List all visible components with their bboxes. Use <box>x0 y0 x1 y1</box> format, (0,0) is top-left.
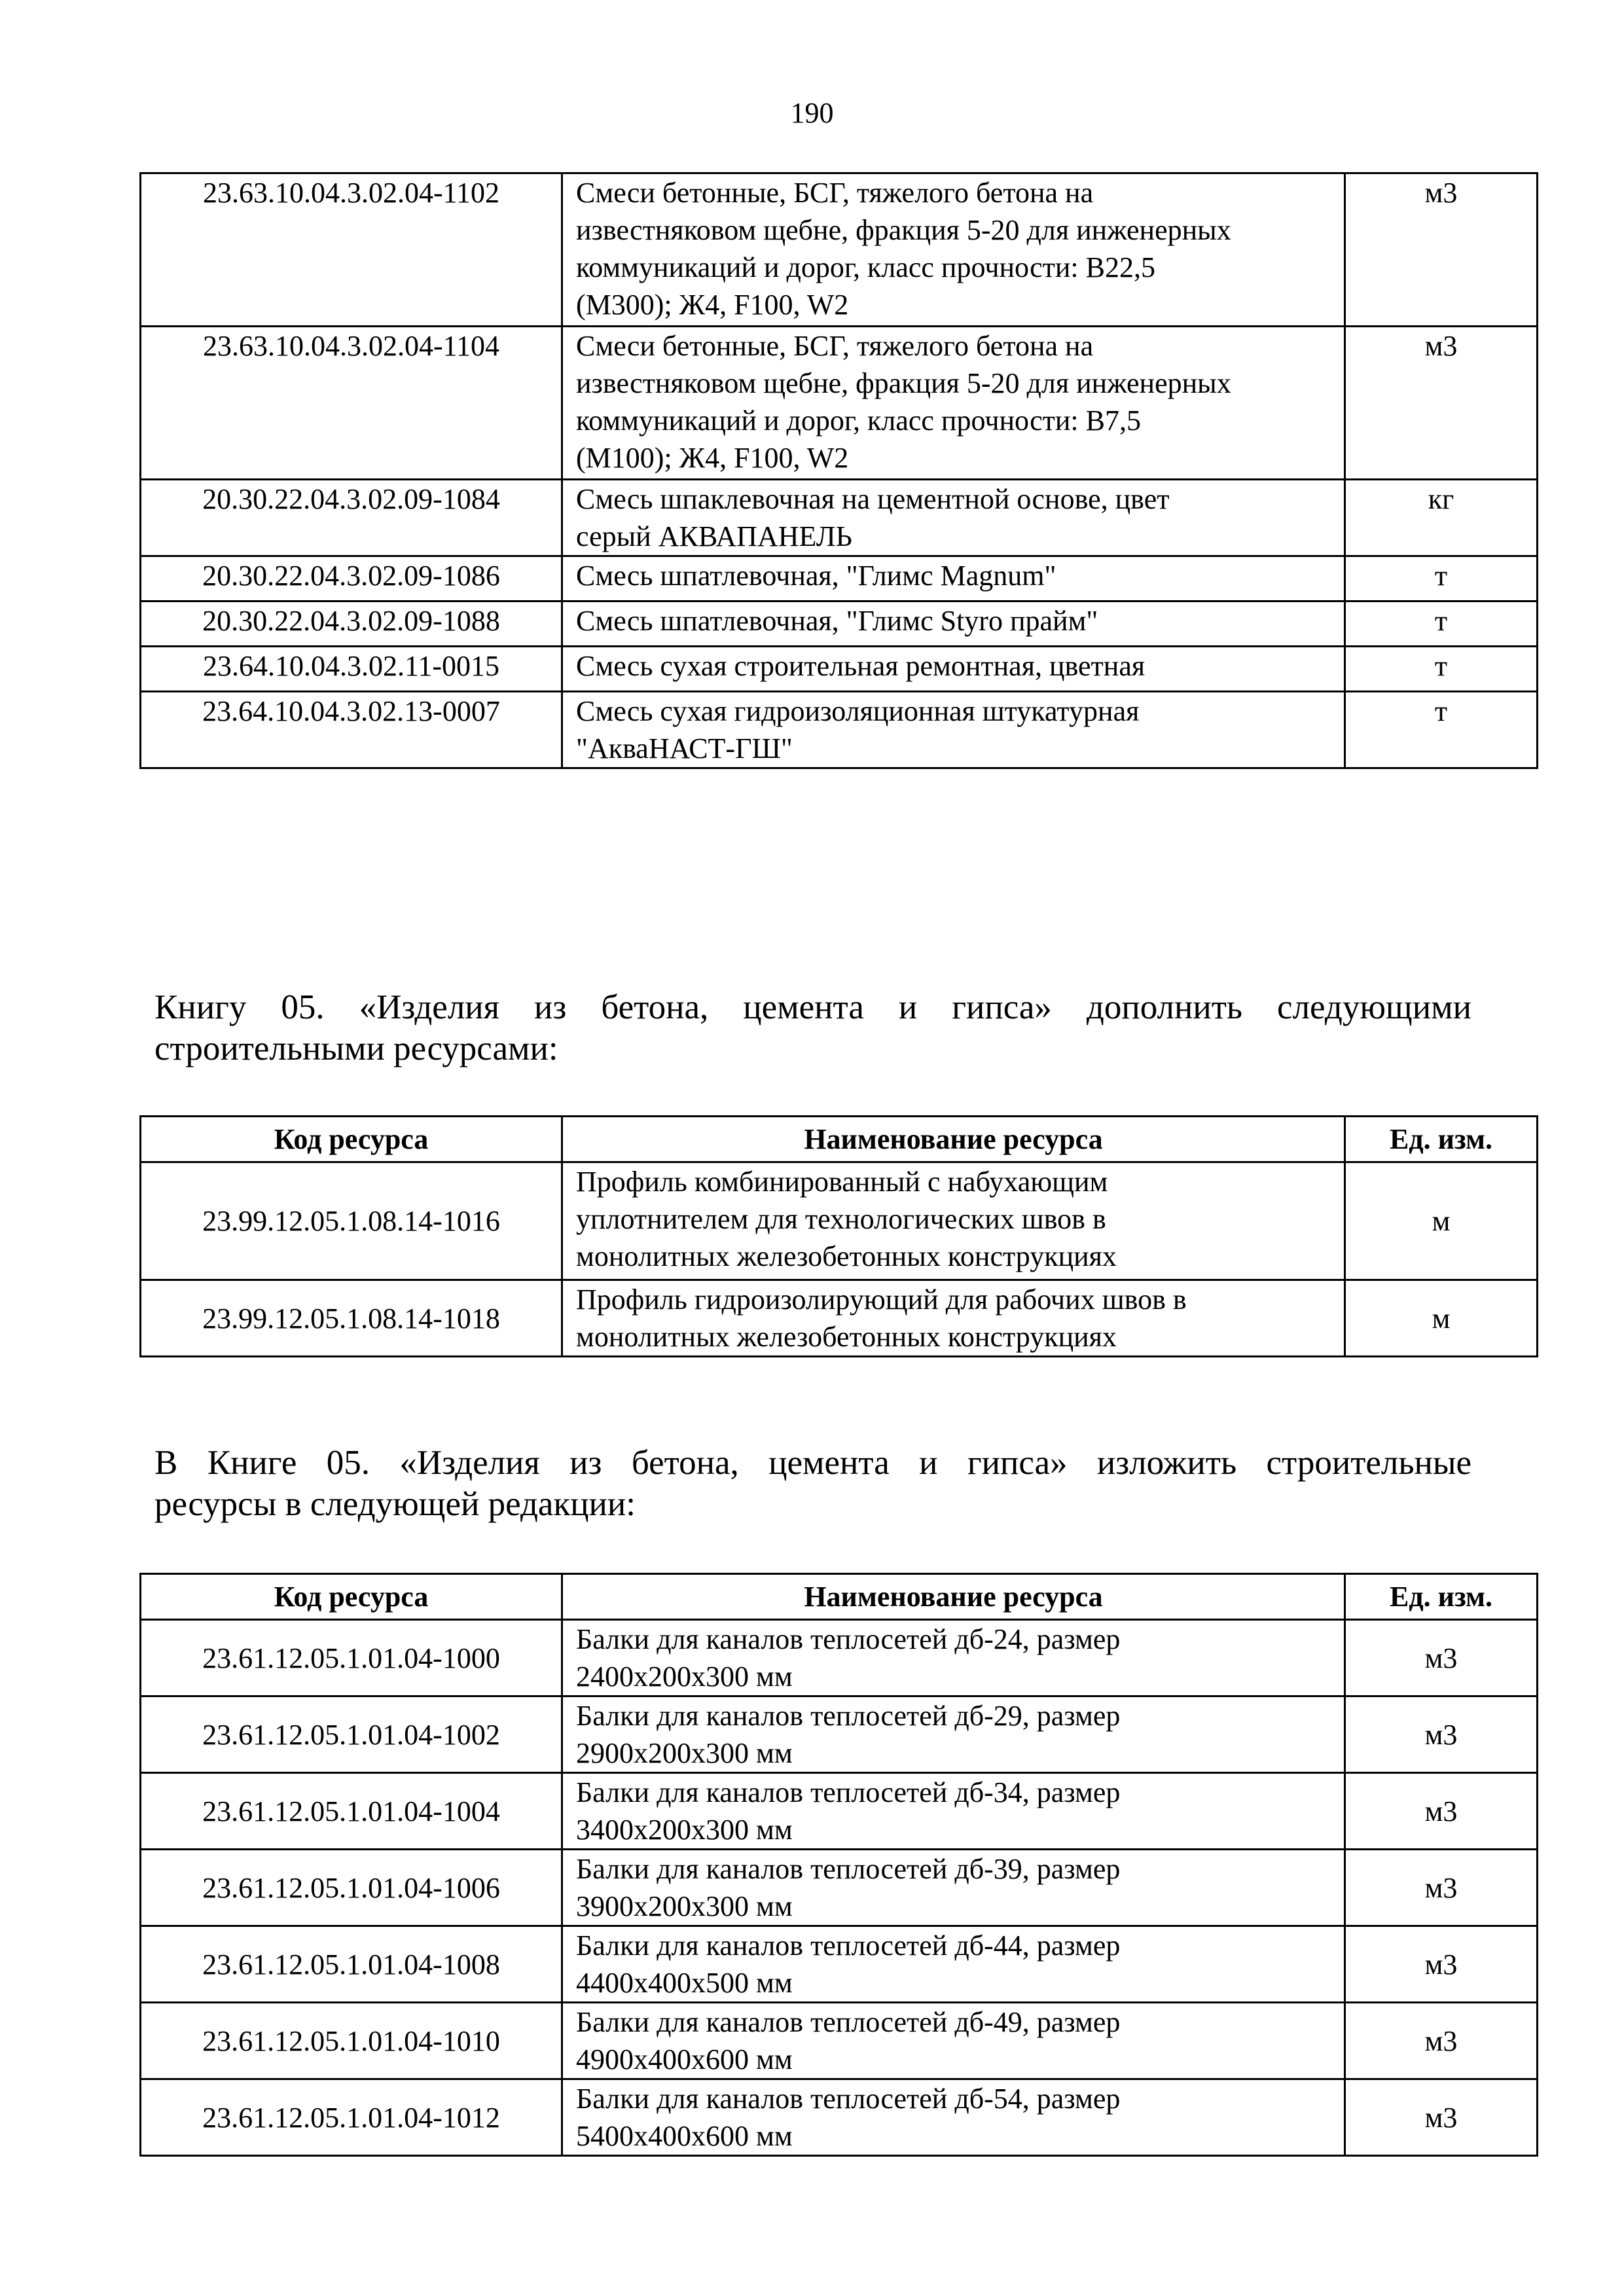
resource-code: 23.61.12.05.1.01.04-1004 <box>141 1773 562 1850</box>
paragraph-book05-revise <box>154 1443 1471 1525</box>
resource-name-line: коммуникаций и дорог, класс прочности: В7,5 <box>576 404 1141 437</box>
table-row <box>141 1162 1538 1280</box>
resource-name-line: Смесь сухая гидроизоляционная штукатурная <box>576 695 1140 727</box>
resource-unit: м3 <box>1345 173 1538 327</box>
table-row <box>141 2079 1538 2156</box>
resource-code: 23.61.12.05.1.01.04-1010 <box>141 2003 562 2079</box>
resource-code: 23.99.12.05.1.08.14-1018 <box>141 1280 562 1357</box>
resource-name <box>562 327 1345 480</box>
resource-code: 23.61.12.05.1.01.04-1008 <box>141 1926 562 2003</box>
resource-unit: м3 <box>1345 1926 1538 2003</box>
header-name: Наименование ресурса <box>562 1117 1345 1162</box>
header-name: Наименование ресурса <box>562 1574 1345 1620</box>
table-row <box>141 480 1538 556</box>
resource-name-line: Смесь сухая строительная ремонтная, цветная <box>576 650 1146 682</box>
table-row <box>141 692 1538 768</box>
table-row <box>141 1620 1538 1696</box>
resource-unit: м <box>1345 1162 1538 1280</box>
paragraph-book05-add <box>154 987 1471 1069</box>
header-unit: Ед. изм. <box>1345 1574 1538 1620</box>
resource-name-line: Балки для каналов теплосетей дб-24, размер <box>576 1623 1121 1655</box>
resource-name-line: Балки для каналов теплосетей дб-34, размер <box>576 1776 1121 1808</box>
resource-name-line: 4900x400x600 мм <box>576 2043 793 2075</box>
resource-name <box>562 2079 1345 2156</box>
resource-name-line: 3400x200x300 мм <box>576 1814 793 1846</box>
resource-name-line: Балки для каналов теплосетей дб-39, размер <box>576 1853 1121 1885</box>
resource-unit: м3 <box>1345 1620 1538 1696</box>
resource-code: 23.64.10.04.3.02.11-0015 <box>141 647 562 692</box>
resource-name-line: (М100); Ж4, F100, W2 <box>576 442 849 474</box>
table-row <box>141 1280 1538 1357</box>
resource-name-line: Балки для каналов теплосетей дб-29, размер <box>576 1700 1121 1732</box>
paragraph-line: строительными ресурсами: <box>154 1030 558 1067</box>
resource-name-line: 4400x400x500 мм <box>576 1967 793 1999</box>
resource-name-line: 2900x200x300 мм <box>576 1737 793 1769</box>
resource-name <box>562 1280 1345 1357</box>
resource-unit: м3 <box>1345 327 1538 480</box>
resource-code: 23.63.10.04.3.02.04-1104 <box>141 327 562 480</box>
table-row <box>141 601 1538 647</box>
resource-name <box>562 1926 1345 2003</box>
resource-name-line: "АкваНАСТ-ГШ" <box>576 732 793 764</box>
header-unit: Ед. изм. <box>1345 1117 1538 1162</box>
resource-name <box>562 1620 1345 1696</box>
resource-name-line: монолитных железобетонных конструкциях <box>576 1321 1117 1353</box>
resource-name <box>562 480 1345 556</box>
resource-code: 20.30.22.04.3.02.09-1088 <box>141 601 562 647</box>
resource-name-line: Смесь шпатлевочная, "Глимс Styro прайм" <box>576 605 1098 637</box>
resource-code: 23.64.10.04.3.02.13-0007 <box>141 692 562 768</box>
resource-name-line: Смесь шпатлевочная, "Глимс Magnum" <box>576 560 1056 592</box>
resource-code: 23.61.12.05.1.01.04-1006 <box>141 1850 562 1926</box>
page-number: 190 <box>790 97 834 129</box>
resource-name-line: известняковом щебне, фракция 5-20 для инженерных <box>576 367 1231 399</box>
resource-code: 23.63.10.04.3.02.04-1102 <box>141 173 562 327</box>
resource-name-line: Смесь шпаклевочная на цементной основе, цвет <box>576 483 1170 515</box>
resource-name-line: Балки для каналов теплосетей дб-54, размер <box>576 2083 1121 2115</box>
resource-name-line: Профиль гидроизолирующий для рабочих швов в <box>576 1283 1187 1316</box>
paragraph-line: В Книге 05. «Изделия из бетона, цемента и гипса» изложить строительные <box>154 1444 1471 1482</box>
resource-name <box>562 173 1345 327</box>
table-row <box>141 2003 1538 2079</box>
table-row <box>141 327 1538 480</box>
table-row <box>141 1773 1538 1850</box>
resource-code: 23.99.12.05.1.08.14-1016 <box>141 1162 562 1280</box>
resource-name-line: Профиль комбинированный с набухающим <box>576 1166 1108 1198</box>
resource-unit: т <box>1345 601 1538 647</box>
resource-name <box>562 1850 1345 1926</box>
resource-name-line: серый АКВАПАНЕЛЬ <box>576 520 852 552</box>
resource-name <box>562 692 1345 768</box>
resource-unit: т <box>1345 647 1538 692</box>
resource-table-1 <box>139 172 1538 769</box>
resource-name-line: 2400x200x300 мм <box>576 1660 793 1693</box>
resource-unit: м3 <box>1345 2003 1538 2079</box>
resource-unit: м3 <box>1345 1850 1538 1926</box>
resource-name-line: коммуникаций и дорог, класс прочности: В22,5 <box>576 251 1155 283</box>
resource-name-line: монолитных железобетонных конструкциях <box>576 1240 1117 1272</box>
resource-code: 20.30.22.04.3.02.09-1084 <box>141 480 562 556</box>
resource-name-line: уплотнителем для технологических швов в <box>576 1203 1106 1235</box>
resource-name-line: Балки для каналов теплосетей дб-44, размер <box>576 1929 1121 1962</box>
resource-name <box>562 601 1345 647</box>
resource-table-2 <box>139 1115 1538 1357</box>
resource-code: 20.30.22.04.3.02.09-1086 <box>141 556 562 601</box>
paragraph-line: Книгу 05. «Изделия из бетона, цемента и гипса» дополнить следующими <box>154 988 1471 1026</box>
resource-name-line: Балки для каналов теплосетей дб-49, размер <box>576 2006 1121 2038</box>
table-row <box>141 556 1538 601</box>
resource-name <box>562 1162 1345 1280</box>
header-code: Код ресурса <box>141 1574 562 1620</box>
resource-name <box>562 647 1345 692</box>
resource-table-3 <box>139 1573 1538 2157</box>
resource-unit: м3 <box>1345 2079 1538 2156</box>
resource-name-line: 3900x200x300 мм <box>576 1890 793 1922</box>
resource-unit: м <box>1345 1280 1538 1357</box>
resource-unit: т <box>1345 692 1538 768</box>
table-header-row <box>141 1117 1538 1162</box>
resource-code: 23.61.12.05.1.01.04-1000 <box>141 1620 562 1696</box>
table-row <box>141 1696 1538 1773</box>
resource-name <box>562 2003 1345 2079</box>
resource-name-line: Смеси бетонные, БСГ, тяжелого бетона на <box>576 177 1094 209</box>
table-row <box>141 647 1538 692</box>
paragraph-line: ресурсы в следующей редакции: <box>154 1485 636 1523</box>
resource-name <box>562 1696 1345 1773</box>
resource-name-line: 5400x400x600 мм <box>576 2120 793 2152</box>
resource-unit: м3 <box>1345 1696 1538 1773</box>
resource-name <box>562 1773 1345 1850</box>
resource-code: 23.61.12.05.1.01.04-1002 <box>141 1696 562 1773</box>
resource-name-line: (М300); Ж4, F100, W2 <box>576 289 849 321</box>
resource-name <box>562 556 1345 601</box>
resource-unit: кг <box>1345 480 1538 556</box>
table-row <box>141 1850 1538 1926</box>
resource-unit: м3 <box>1345 1773 1538 1850</box>
resource-code: 23.61.12.05.1.01.04-1012 <box>141 2079 562 2156</box>
resource-name-line: Смеси бетонные, БСГ, тяжелого бетона на <box>576 330 1094 362</box>
table-row <box>141 173 1538 327</box>
table-row <box>141 1926 1538 2003</box>
resource-name-line: известняковом щебне, фракция 5-20 для инженерных <box>576 214 1231 246</box>
resource-unit: т <box>1345 556 1538 601</box>
table-header-row <box>141 1574 1538 1620</box>
header-code: Код ресурса <box>141 1117 562 1162</box>
